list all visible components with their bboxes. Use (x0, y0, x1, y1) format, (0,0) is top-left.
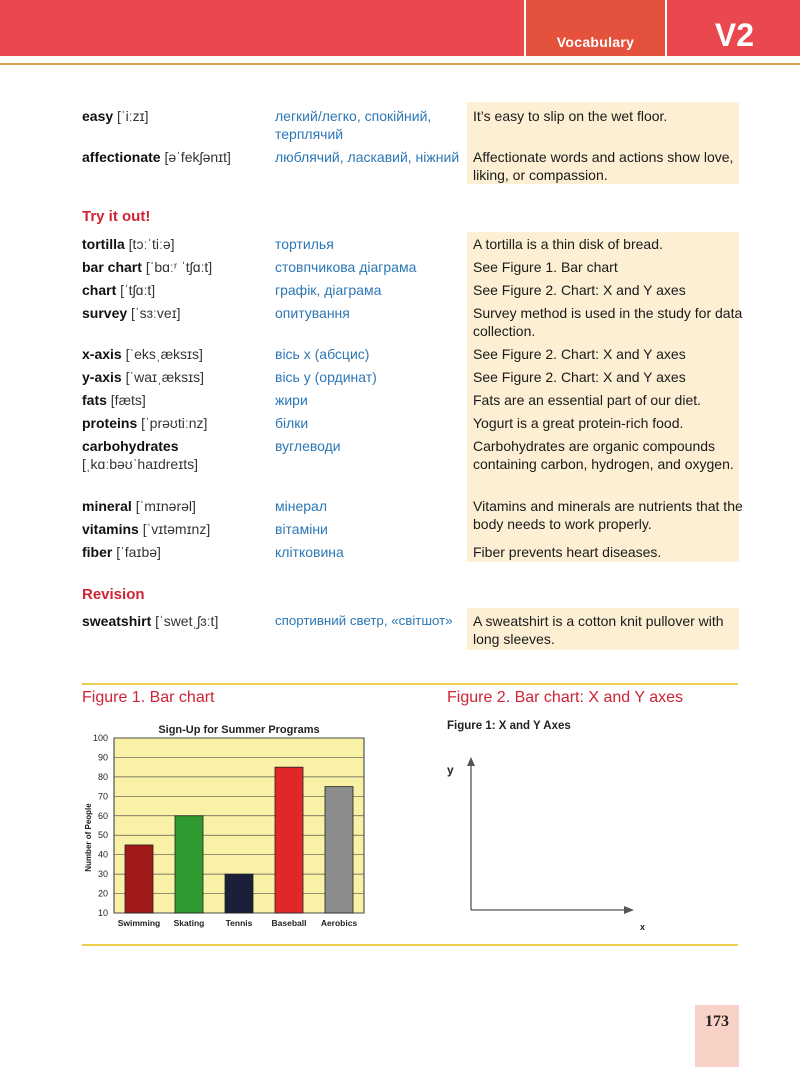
figures-top-rule (82, 683, 738, 685)
transcription: [ˈmɪnərəl] (135, 498, 196, 514)
translation: вісь y (ординат) (275, 369, 377, 385)
axes-figure-title: Figure 1: X and Y Axes (447, 720, 571, 732)
translation: легкий/легко, спокійний, терплячий (275, 108, 432, 142)
x-tick-label: Skating (173, 918, 205, 928)
bar (125, 845, 153, 913)
y-tick-label: 80 (97, 771, 108, 782)
example: Fiber prevents heart diseases. (473, 544, 662, 560)
x-tick-label: Aerobics (320, 918, 358, 928)
term: bar chart (82, 259, 142, 275)
figure2-caption: Figure 2. Bar chart: X and Y axes (447, 689, 683, 706)
header-rule (0, 63, 800, 65)
translation: клітковина (275, 544, 344, 560)
y-tick-label: 90 (97, 752, 108, 763)
translation: опитування (275, 305, 350, 321)
y-axis-label: y (447, 763, 454, 777)
section-label: Vocabulary (556, 34, 635, 50)
y-tick-label: 100 (92, 733, 108, 743)
example: See Figure 2. Chart: X and Y axes (473, 282, 686, 298)
section-title-try-it-out: Try it out! (82, 208, 151, 225)
bar (275, 767, 303, 913)
y-tick-label: 30 (97, 869, 108, 880)
transcription: [ˈsɜːveɪ] (131, 305, 181, 321)
term: sweatshirt (82, 613, 152, 629)
y-tick-label: 40 (97, 849, 108, 860)
x-axis-arrow-icon (624, 906, 634, 914)
transcription: [ˈswetˌʃɜːt] (155, 613, 219, 629)
example: See Figure 2. Chart: X and Y axes (473, 369, 686, 385)
translation: люблячий, ласкавий, ніжний (275, 149, 460, 165)
example: Yogurt is a great protein-rich food. (473, 415, 684, 431)
y-axis-title: Number of People (84, 803, 93, 872)
example: A sweatshirt is a cotton knit pullover with long sleeves. (473, 613, 724, 647)
y-tick-label: 20 (97, 888, 108, 899)
example: A tortilla is a thin disk of bread. (473, 236, 663, 252)
term: tortilla (82, 236, 125, 252)
translation: графік, діаграма (275, 282, 382, 298)
unit-code: V2 (669, 0, 800, 56)
term: y-axis (82, 369, 122, 385)
x-tick-label: Tennis (225, 918, 253, 928)
page-number-box (695, 1005, 739, 1067)
x-axis-label: x (640, 922, 646, 932)
transcription: [ˈiːzɪ] (117, 108, 149, 124)
x-tick-label: Baseball (271, 918, 307, 928)
translation: жири (275, 392, 308, 408)
y-tick-label: 50 (97, 830, 108, 841)
transcription: [ˌkɑːbəʊˈhaɪdreɪts] (82, 456, 198, 472)
example: See Figure 2. Chart: X and Y axes (473, 346, 686, 362)
translation: стовпчикова діаграма (275, 259, 417, 275)
page-number: 173 (705, 1013, 729, 1030)
transcription: [fæts] (110, 392, 146, 408)
translation: білки (275, 415, 309, 431)
translation: вуглеводи (275, 438, 341, 454)
translation: вісь x (абсцис) (275, 346, 370, 362)
example: Affectionate words and actions show love, liking, or compassion. (473, 149, 734, 183)
chart-title: Sign-Up for Summer Programs (158, 724, 320, 736)
term: proteins (82, 415, 138, 431)
figures-bottom-rule (82, 944, 738, 946)
term: survey (82, 305, 128, 321)
bar-chart (82, 720, 382, 935)
transcription: [ˈprəʊtiːnz] (141, 415, 208, 431)
bar (225, 874, 253, 913)
transcription: [tɔːˈtiːə] (128, 236, 175, 252)
term: chart (82, 282, 117, 298)
transcription: [ˈeksˌæksɪs] (125, 346, 203, 362)
y-tick-label: 60 (97, 810, 108, 821)
transcription: [ˈfaɪbə] (116, 544, 161, 560)
bar (175, 816, 203, 913)
transcription: [əˈfekʃənɪt] (164, 149, 231, 165)
x-tick-label: Swimming (117, 918, 161, 928)
example: Carbohydrates are organic compounds containing carbon, hydrogen, and oxygen. (473, 438, 734, 472)
y-tick-label: 70 (97, 791, 108, 802)
y-tick-label: 10 (97, 908, 108, 918)
transcription: [ˈvɪtəmɪnz] (142, 521, 211, 537)
transcription: [ˈwaɪˌæksɪs] (125, 369, 205, 385)
term: fiber (82, 544, 113, 560)
figure1-caption: Figure 1. Bar chart (82, 689, 215, 706)
term: fats (82, 392, 107, 408)
example: See Figure 1. Bar chart (473, 259, 618, 275)
term: easy (82, 108, 114, 124)
example: Vitamins and minerals are nutrients that the body needs to work properly. (473, 498, 743, 532)
translation: тортилья (275, 236, 334, 252)
term: carbohydrates (82, 438, 179, 454)
section-tab (524, 0, 667, 56)
section-title-revision: Revision (82, 586, 145, 603)
example: It’s easy to slip on the wet floor. (473, 108, 668, 124)
y-axis-arrow-icon (467, 757, 475, 766)
translation: спортивний светр, «світшот» (275, 613, 453, 628)
example: Survey method is used in the study for data collection. (473, 305, 743, 339)
term: mineral (82, 498, 132, 514)
translation: вітаміни (275, 521, 328, 537)
term: x-axis (82, 346, 122, 362)
axes-figure (440, 712, 660, 937)
transcription: [ˈbɑːʳ ˈtʃɑːt] (145, 259, 213, 275)
example: Fats are an essential part of our diet. (473, 392, 702, 408)
term: vitamins (82, 521, 139, 537)
transcription: [ˈtʃɑːt] (120, 282, 156, 298)
term: affectionate (82, 149, 161, 165)
translation: мінерал (275, 498, 327, 514)
bar (325, 787, 353, 913)
